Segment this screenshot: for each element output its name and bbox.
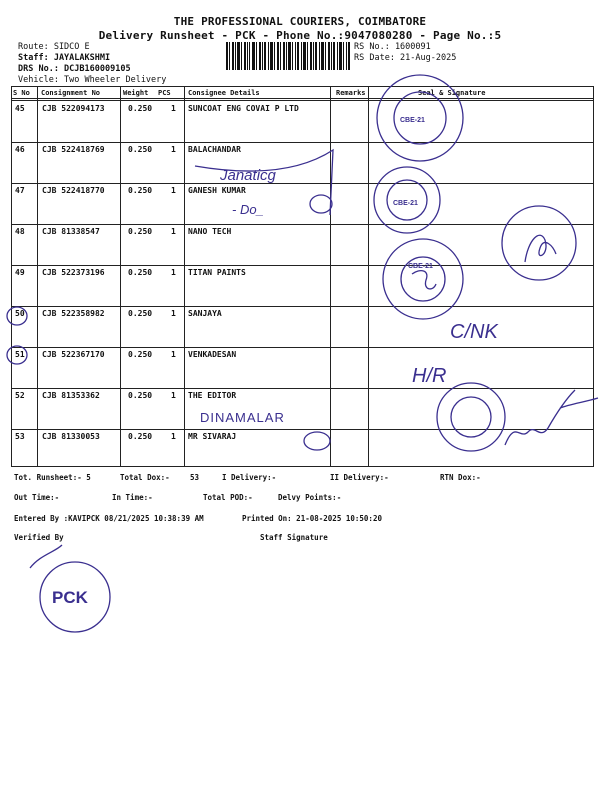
- dinamalar-stamp: [437, 383, 505, 451]
- cell-weight: 0.250: [128, 145, 153, 154]
- cell-consignee: GANESH KUMAR: [188, 186, 246, 195]
- handwriting-row46: Janaticg: [220, 167, 276, 184]
- out-time: Out Time:-: [14, 493, 60, 502]
- cell-weight: 0.250: [128, 391, 153, 400]
- handwriting-row50: C/NK: [450, 321, 498, 343]
- staff-text: Staff: JAYALAKSHMI: [18, 53, 111, 63]
- vehicle-text: Vehicle: Two Wheeler Delivery: [18, 75, 167, 85]
- rs-date: RS Date: 21-Aug-2025: [354, 53, 457, 63]
- cell-consignment: CJB 81330053: [42, 432, 100, 441]
- cell-sno: 53: [15, 432, 25, 441]
- entered-by: Entered By :KAVIPCK 08/21/2025 10:38:39 AM: [14, 514, 204, 523]
- cell-consignee: NANO TECH: [188, 227, 232, 236]
- total-pod: Total POD:-: [203, 493, 253, 502]
- cell-pcs: 1: [171, 227, 176, 236]
- cell-pcs: 1: [171, 391, 176, 400]
- cell-weight: 0.250: [128, 268, 153, 277]
- rs-number: RS No.: 1600091: [354, 42, 431, 52]
- tot-runsheet: Tot. Runsheet:- 5: [14, 473, 91, 482]
- cell-sno: 50: [15, 309, 25, 318]
- cell-consignment: CJB 522418769: [42, 145, 105, 154]
- delvy-points: Delvy Points:-: [278, 493, 342, 502]
- cell-pcs: 1: [171, 186, 176, 195]
- cell-sno: 49: [15, 268, 25, 277]
- cell-consignment: CJB 522367170: [42, 350, 105, 359]
- cell-sno: 52: [15, 391, 25, 400]
- pck-stamp-text: PCK: [52, 588, 88, 607]
- col-consignment: Consignment No: [41, 89, 101, 97]
- cell-weight: 0.250: [128, 350, 153, 359]
- cell-consignee: TITAN PAINTS: [188, 268, 246, 277]
- cell-weight: 0.250: [128, 432, 153, 441]
- verified-by: Verified By: [14, 533, 64, 542]
- in-time: In Time:-: [112, 493, 153, 502]
- cell-consignee: SANJAYA: [188, 309, 222, 318]
- col-weight: Weight: [123, 89, 149, 97]
- circle-mark-47: [310, 195, 332, 213]
- total-dox-value: 53: [190, 473, 200, 482]
- col-pcs: PCS: [158, 89, 171, 97]
- india-stamp-center: CBE-21: [393, 200, 418, 207]
- cell-sno: 51: [15, 350, 25, 359]
- cell-consignment: CJB 522094173: [42, 104, 105, 113]
- cell-consignment: CJB 522418770: [42, 186, 105, 195]
- col-sno: S No: [13, 89, 30, 97]
- printed-on: Printed On: 21-08-2025 10:50:20: [242, 514, 382, 523]
- route-text: Route: SIDCO E: [18, 42, 90, 52]
- cell-pcs: 1: [171, 309, 176, 318]
- cell-weight: 0.250: [128, 104, 153, 113]
- cell-weight: 0.250: [128, 309, 153, 318]
- pck-signature: [30, 545, 62, 568]
- nano-tech-stamp: [502, 206, 576, 280]
- drs-text: DRS No.: DCJB160009105: [18, 64, 131, 74]
- cell-pcs: 1: [171, 432, 176, 441]
- titan-paints-stamp: [383, 239, 463, 319]
- cell-weight: 0.250: [128, 186, 153, 195]
- col-seal: Seal & Signature: [418, 89, 486, 97]
- cell-pcs: 1: [171, 268, 176, 277]
- circle-mark-51: [7, 346, 27, 364]
- cell-pcs: 1: [171, 104, 176, 113]
- i-delivery: I Delivery:-: [222, 473, 277, 482]
- cell-consignment: CJB 522373196: [42, 268, 105, 277]
- cell-consignment: CJB 522358982: [42, 309, 105, 318]
- handwriting-row47: - Do_: [232, 202, 264, 217]
- circle-mark-53: [304, 432, 330, 450]
- cell-consignee: VENKADESAN: [188, 350, 237, 359]
- ii-delivery: II Delivery:-: [330, 473, 389, 482]
- cell-weight: 0.250: [128, 227, 153, 236]
- cell-consignment: CJB 81338547: [42, 227, 100, 236]
- handwriting-row52: DINAMALAR: [200, 410, 285, 425]
- company-title: THE PROFESSIONAL COURIERS, COIMBATORE: [173, 15, 427, 28]
- col-remarks: Remarks: [336, 89, 366, 97]
- cell-sno: 45: [15, 104, 25, 113]
- cell-consignee: THE EDITOR: [188, 391, 237, 400]
- titan-stamp-center: CBE-21: [408, 263, 433, 270]
- cell-pcs: 1: [171, 350, 176, 359]
- suncoat-stamp-center: CBE-21: [400, 117, 425, 124]
- cell-consignee: SUNCOAT ENG COVAI P LTD: [188, 104, 299, 113]
- cell-consignee: BALACHANDAR: [188, 145, 241, 154]
- col-consignee: Consignee Details: [188, 89, 260, 97]
- circle-mark-50: [7, 307, 27, 325]
- cell-sno: 46: [15, 145, 25, 154]
- handwriting-row51: H/R: [412, 365, 447, 387]
- cell-sno: 47: [15, 186, 25, 195]
- total-dox-label: Total Dox:-: [120, 473, 170, 482]
- cell-consignment: CJB 81353362: [42, 391, 100, 400]
- cell-pcs: 1: [171, 145, 176, 154]
- rtn-dox: RTN Dox:-: [440, 473, 481, 482]
- signature-row52: [505, 390, 598, 445]
- staff-signature: Staff Signature: [260, 533, 328, 542]
- cell-sno: 48: [15, 227, 25, 236]
- runsheet-subtitle: Delivery Runsheet - PCK - Phone No.:9047080280 - Page No.:5: [98, 29, 502, 42]
- cell-consignee: MR SIVARAJ: [188, 432, 237, 441]
